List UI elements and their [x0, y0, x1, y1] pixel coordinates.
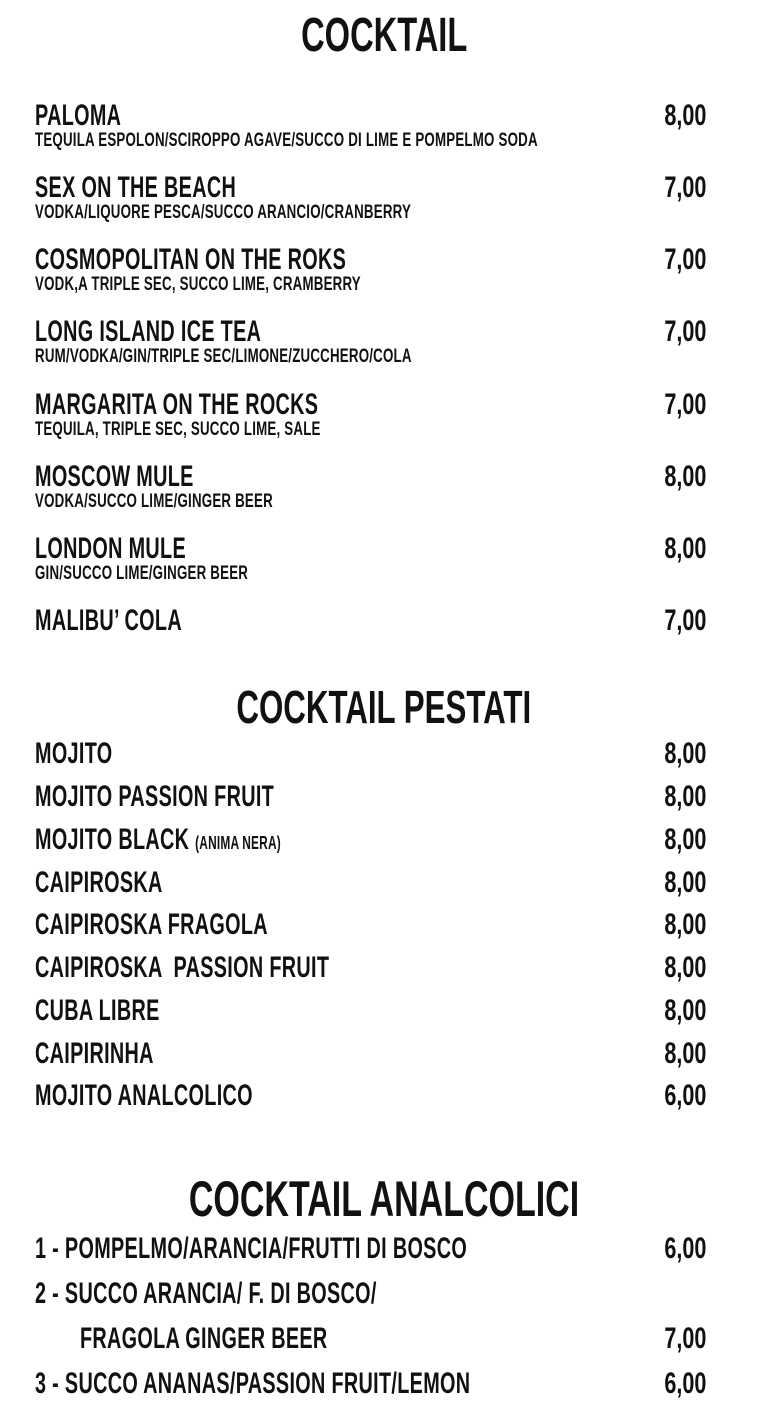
section-title-cocktail-analcolici: COCKTAIL ANALCOLICI — [188, 1171, 580, 1227]
menu-item-london-mule — [35, 532, 706, 584]
item-price: 8,00 — [663, 994, 706, 1027]
item-description: VODKA/LIQUORE PESCA/SUCCO ARANCIO/CRANBERRY — [35, 202, 412, 223]
menu-item-mojito-analcolico — [35, 1080, 706, 1112]
item-price: 8,00 — [663, 532, 706, 565]
menu-item-caipiroska-fragola — [35, 909, 706, 941]
item-name: PALOMA — [35, 99, 122, 132]
section-title-cocktail-pestati: COCKTAIL PESTATI — [236, 681, 532, 733]
menu-item-mojito-black — [35, 824, 706, 859]
item-name: LONDON MULE — [35, 532, 187, 565]
item-description: RUM/VODKA/GIN/TRIPLE SEC/LIMONE/ZUCCHERO/COLA — [35, 346, 412, 367]
item-name-text: MOJITO BLACK — [35, 823, 190, 856]
item-price: 7,00 — [663, 243, 706, 276]
item-price: 8,00 — [663, 460, 706, 493]
item-name: MOSCOW MULE — [35, 460, 194, 493]
menu-item-analcolico-2-cont — [80, 1323, 706, 1355]
item-price: 6,00 — [663, 1232, 706, 1265]
item-name: MALIBU’ COLA — [35, 604, 182, 637]
item-name: MOJITO ANALCOLICO — [35, 1079, 253, 1112]
item-name — [35, 824, 281, 859]
item-description: GIN/SUCCO LIME/GINGER BEER — [35, 563, 249, 584]
item-description: TEQUILA ESPOLON/SCIROPPO AGAVE/SUCCO DI LIME E POMPELMO SODA — [35, 130, 538, 151]
menu-item-caipiroska-passion-fruit — [35, 952, 706, 984]
menu-item-cosmopolitan — [35, 243, 706, 295]
item-price: 8,00 — [663, 99, 706, 132]
item-price: 7,00 — [663, 171, 706, 204]
item-price: 7,00 — [663, 315, 706, 348]
section-title-cocktail: COCKTAIL — [300, 9, 468, 62]
item-price: 6,00 — [663, 1079, 706, 1112]
menu-item-analcolico-3 — [35, 1368, 706, 1400]
item-name: 2 - SUCCO ARANCIA/ F. DI BOSCO/ — [35, 1277, 377, 1310]
menu-item-cuba-libre — [35, 995, 706, 1027]
item-name: CAIPIROSKA — [35, 866, 163, 899]
item-name: MARGARITA ON THE ROCKS — [35, 388, 319, 421]
item-price: 8,00 — [663, 780, 706, 813]
menu-item-margarita — [35, 388, 706, 440]
menu-item-mojito-passion-fruit — [35, 781, 706, 813]
item-name: MOJITO — [35, 737, 113, 770]
item-price: 8,00 — [663, 737, 706, 770]
item-price: 7,00 — [663, 1322, 706, 1355]
item-price: 8,00 — [663, 1037, 706, 1070]
menu-item-analcolico-2 — [35, 1278, 706, 1310]
item-name: CAIPIRINHA — [35, 1037, 154, 1070]
item-description: VODK,A TRIPLE SEC, SUCCO LIME, CRAMBERRY — [35, 274, 361, 295]
menu-item-sex-on-the-beach — [35, 171, 706, 223]
item-price: 6,00 — [663, 1367, 706, 1400]
menu-item-mojito — [35, 738, 706, 770]
item-name: CAIPIROSKA FRAGOLA — [35, 908, 268, 941]
item-note: (ANIMA NERA) — [195, 833, 281, 853]
menu-item-caipiroska — [35, 867, 706, 899]
item-name: CAIPIROSKA PASSION FRUIT — [35, 951, 330, 984]
menu-item-paloma — [35, 99, 706, 151]
item-price: 8,00 — [663, 908, 706, 941]
item-name: CUBA LIBRE — [35, 994, 160, 1027]
menu-item-moscow-mule — [35, 460, 706, 512]
item-name: 3 - SUCCO ANANAS/PASSION FRUIT/LEMON — [35, 1367, 471, 1400]
item-name: MOJITO PASSION FRUIT — [35, 780, 275, 813]
item-name: SEX ON THE BEACH — [35, 171, 237, 204]
item-description: TEQUILA, TRIPLE SEC, SUCCO LIME, SALE — [35, 419, 321, 440]
menu-item-caipirinha — [35, 1038, 706, 1070]
menu-item-long-island — [35, 315, 706, 367]
item-name: FRAGOLA GINGER BEER — [80, 1322, 328, 1355]
menu-item-analcolico-1 — [35, 1233, 706, 1265]
item-name: COSMOPOLITAN ON THE ROKS — [35, 243, 347, 276]
item-price: 8,00 — [663, 951, 706, 984]
item-name: LONG ISLAND ICE TEA — [35, 315, 262, 348]
item-name: 1 - POMPELMO/ARANCIA/FRUTTI DI BOSCO — [35, 1232, 468, 1265]
item-price: 8,00 — [663, 866, 706, 899]
item-price: 8,00 — [663, 823, 706, 856]
item-description: VODKA/SUCCO LIME/GINGER BEER — [35, 491, 273, 512]
item-price: 7,00 — [663, 388, 706, 421]
menu-item-malibu-cola — [35, 605, 706, 637]
item-price: 7,00 — [663, 604, 706, 637]
